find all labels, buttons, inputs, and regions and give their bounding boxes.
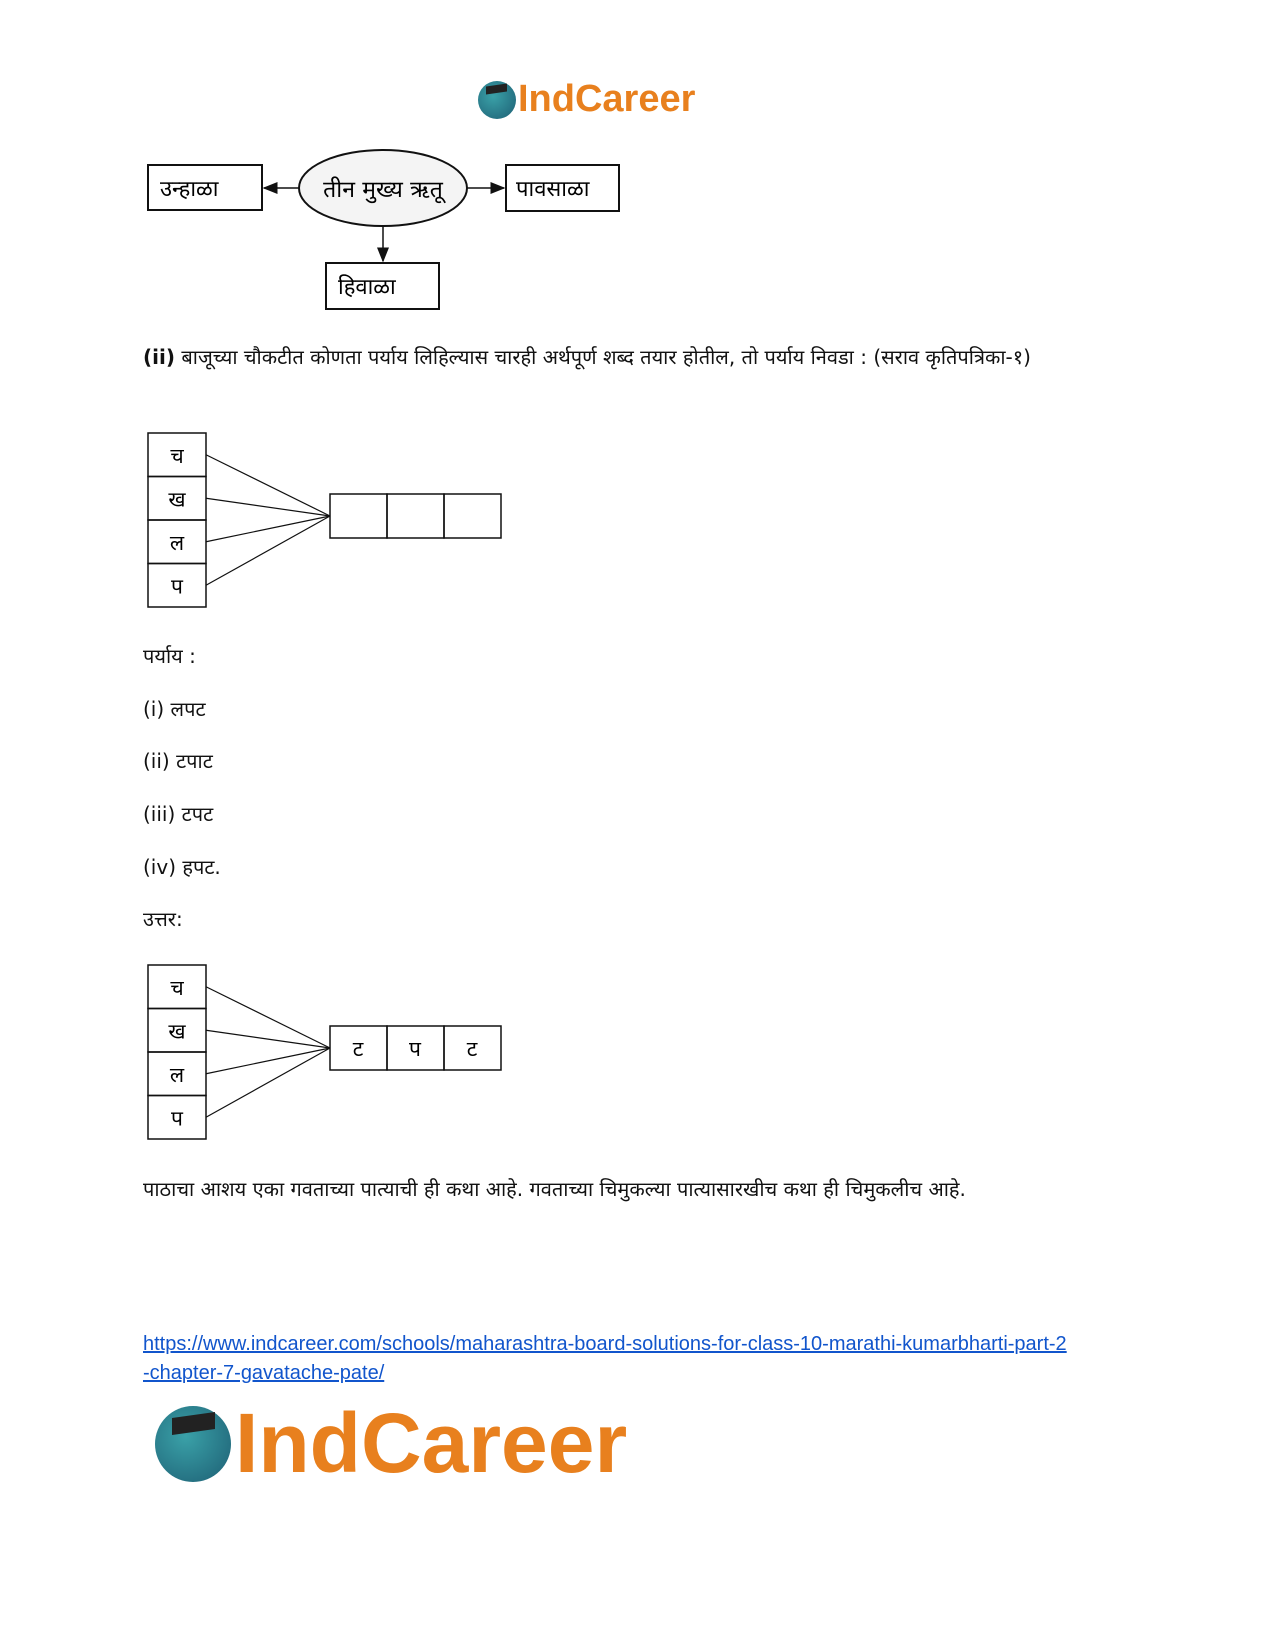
question-number: (ii) <box>143 345 175 369</box>
letter-text: च <box>170 444 184 468</box>
option-2: (ii) टपाट <box>143 749 213 773</box>
question-body: बाजूच्या चौकटीत कोणता पर्याय लिहिल्यास चारही अर्थपूर्ण शब्द तयार होतील, तो पर्याय निवडा : (सराव कृतिपत्रिका-१) <box>175 345 1031 369</box>
answer-text: ट <box>352 1037 364 1061</box>
letter-text: च <box>170 976 184 1000</box>
answer-cell <box>387 494 444 538</box>
answer-text: प <box>409 1037 421 1061</box>
connector-line <box>206 1048 330 1117</box>
footer-logo <box>155 1395 627 1492</box>
answer-text: ट <box>466 1037 478 1061</box>
seasons-diagram <box>0 0 700 320</box>
answer-label: उत्तर: <box>143 907 183 931</box>
connector-line <box>206 516 330 542</box>
letters-diagram-answer <box>0 957 520 1147</box>
option-1: (i) लपट <box>143 697 206 721</box>
answer-cell <box>330 494 387 538</box>
letter-text: ख <box>168 487 186 512</box>
center-label: तीन मुख्य ऋतू <box>323 177 443 203</box>
link-container <box>143 1330 1073 1388</box>
summer-label: उन्हाळा <box>160 177 219 202</box>
letter-text: ल <box>169 1063 185 1087</box>
connector-line <box>206 1048 330 1074</box>
letter-text: ख <box>168 1019 186 1044</box>
monsoon-label: पावसाळा <box>516 177 590 202</box>
logo-text: IndCareer <box>235 1396 628 1490</box>
option-4: (iv) हपट. <box>143 855 221 879</box>
answer-cell <box>444 494 501 538</box>
letter-text: ल <box>169 531 185 555</box>
letter-text: प <box>171 574 183 599</box>
winter-label: हिवाळा <box>338 275 396 300</box>
logo-text: IndCareer <box>518 78 696 120</box>
summary-paragraph: पाठाचा आशय एका गवताच्या पात्याची ही कथा आहे. गवताच्या चिमुकल्या पात्यासारखीच कथा ही चिमुकलीच आहे. <box>143 1177 966 1201</box>
letter-text: प <box>171 1106 183 1131</box>
question-text <box>143 343 1103 372</box>
options-label: पर्याय : <box>143 644 196 668</box>
letters-diagram-question <box>0 425 520 615</box>
option-3: (iii) टपट <box>143 802 214 826</box>
connector-line <box>206 516 330 585</box>
source-link[interactable]: https://www.indcareer.com/schools/maharashtra-board-solutions-for-class-10-marathi-kumarbharti-part-2-chapter-7-gavatache-pate/ <box>143 1333 1067 1384</box>
logo-icon <box>155 1406 231 1482</box>
